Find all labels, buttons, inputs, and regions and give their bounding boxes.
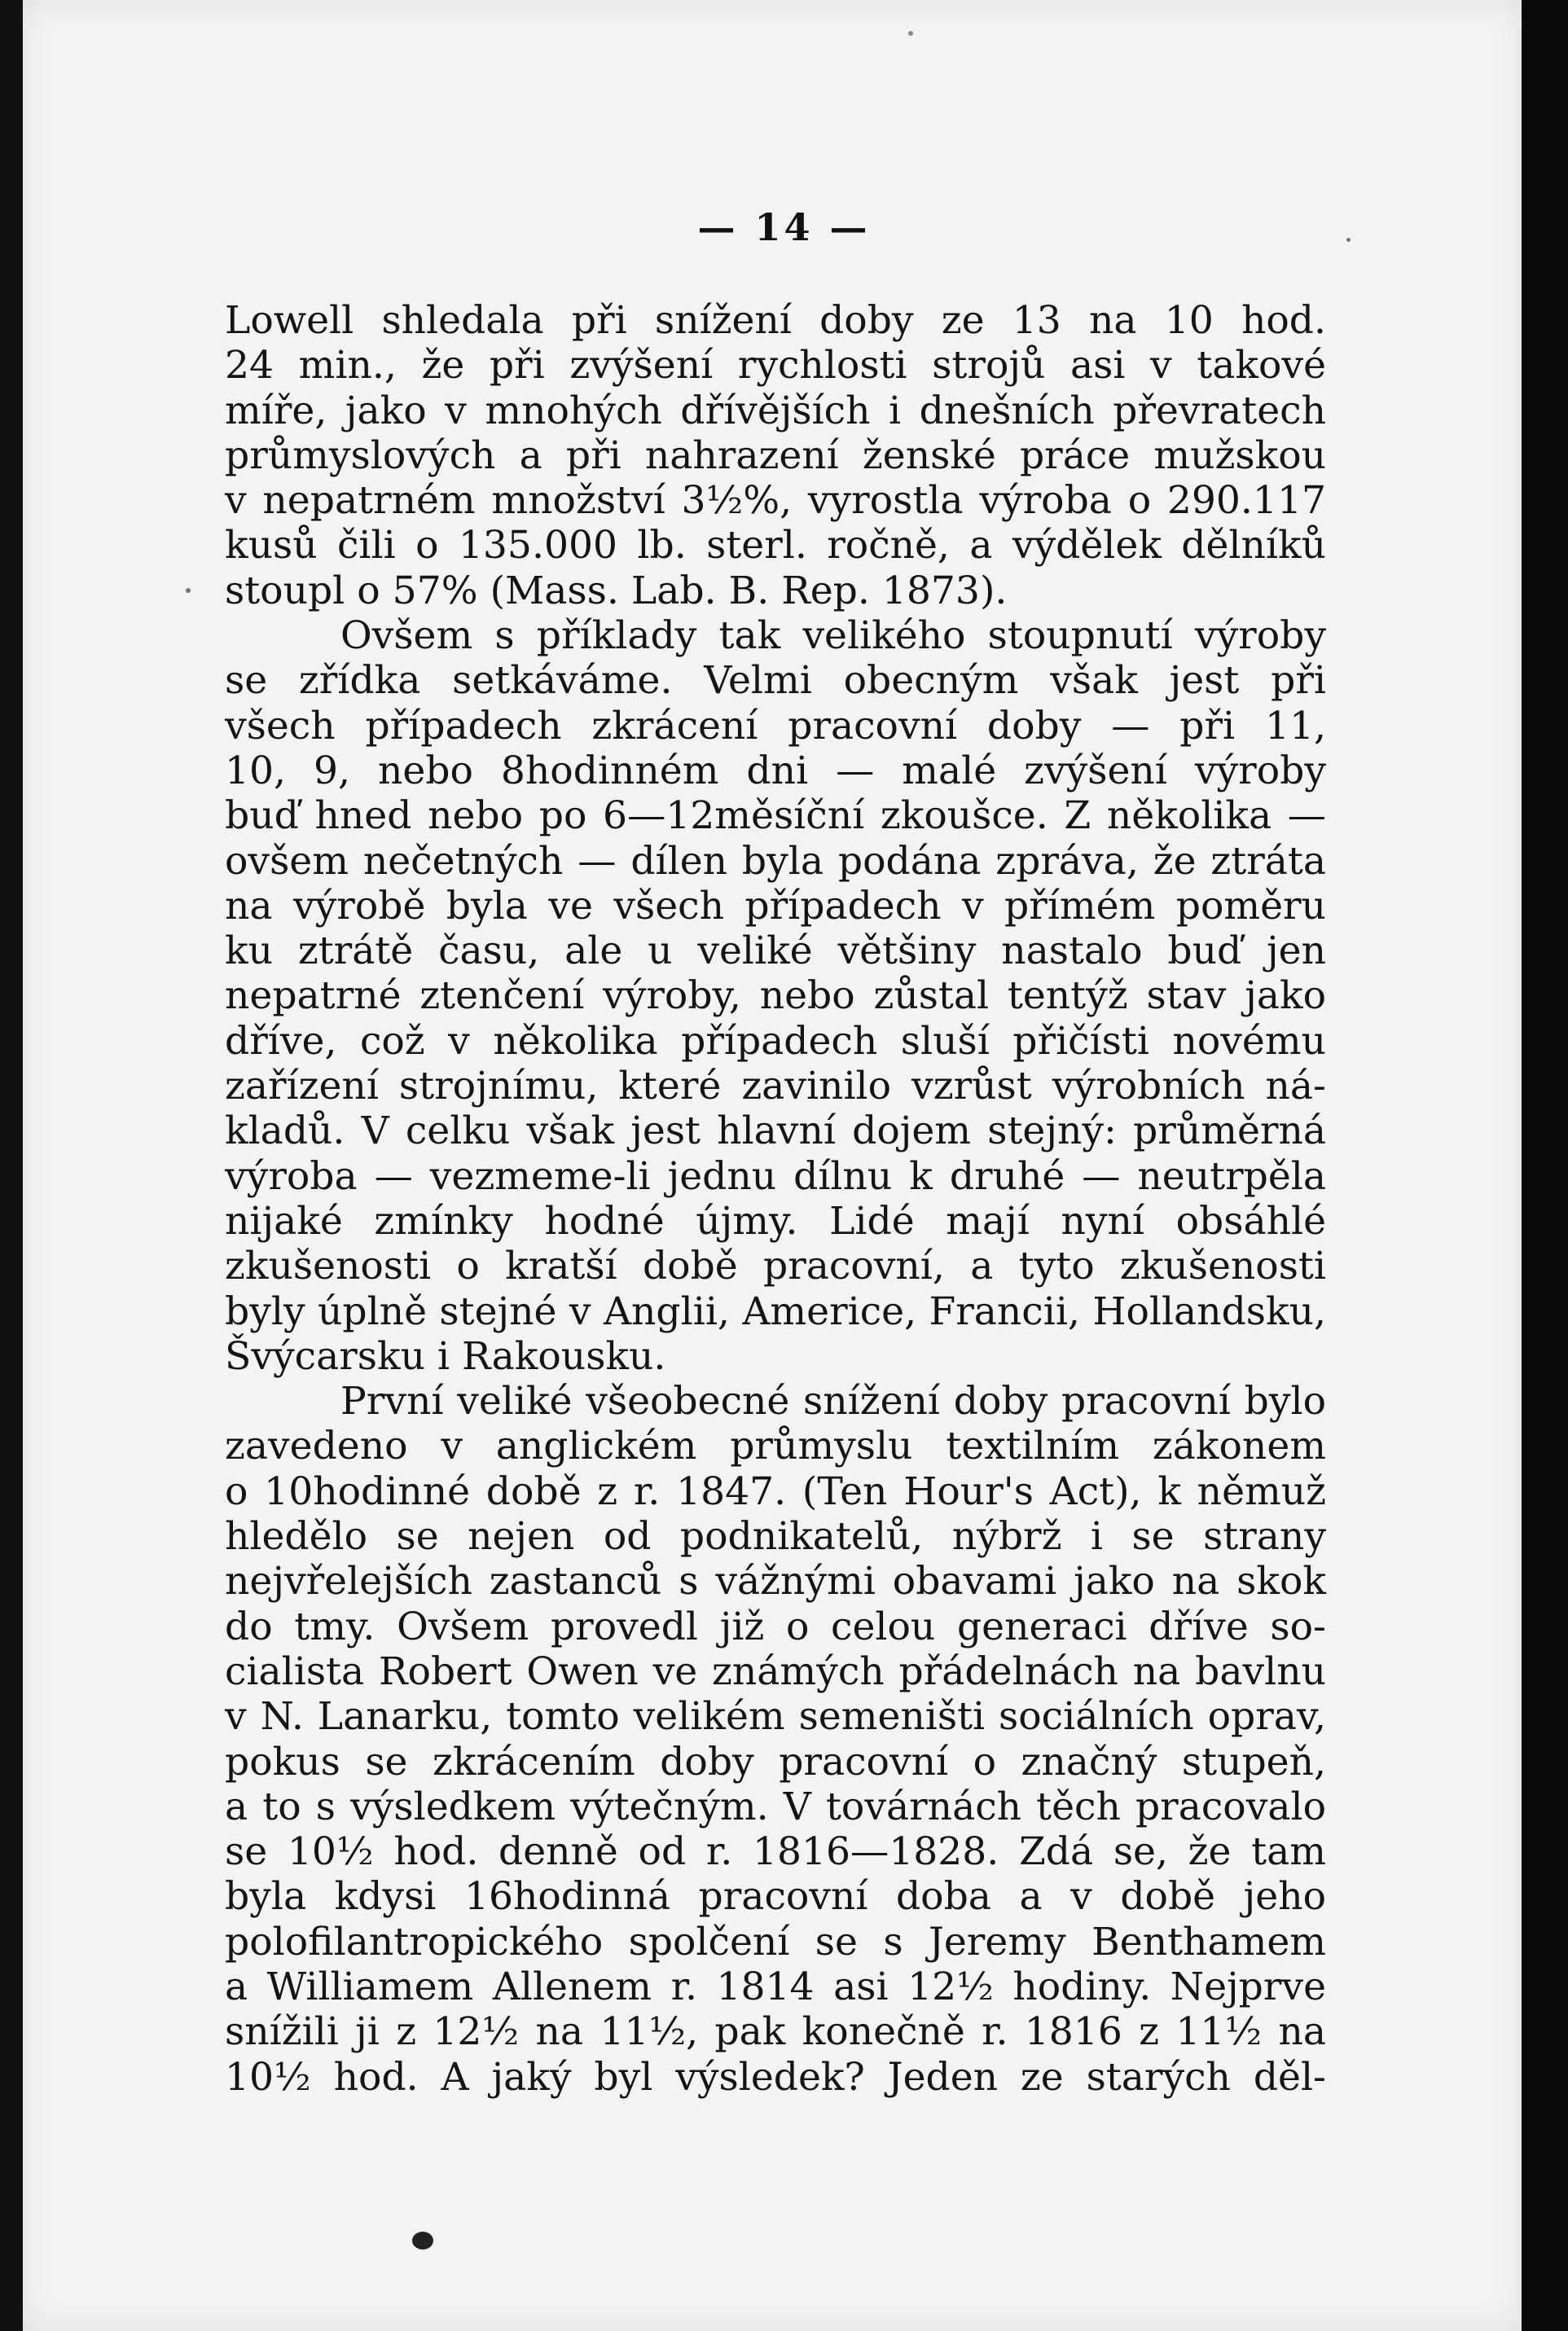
ink-speck: [1346, 238, 1351, 242]
text-line: pokus se zkrácením doby pracovní o značný stupeň,: [225, 1739, 1326, 1784]
text-line: ku ztrátě času, ale u veliké většiny nastalo buď jen: [225, 928, 1326, 974]
text-line: Švýcarsku i Rakousku.: [225, 1333, 666, 1379]
text-line: dříve, což v několika případech sluší přičísti novému: [225, 1018, 1326, 1064]
text-line: byla kdysi 16hodinná pracovní doba a v době jeho: [225, 1874, 1326, 1920]
text-line: průmyslových a při nahrazení ženské práce mužskou: [225, 432, 1326, 478]
text-line: hledělo se nejen od podnikatelů, nýbrž i se strany: [225, 1514, 1326, 1560]
text-line: se 10½ hod. denně od r. 1816—1828. Zdá se, že tam: [225, 1829, 1326, 1875]
text-line: a to s výsledkem výtečným. V továrnách těch pracovalo: [225, 1784, 1326, 1829]
text-line: v nepatrném množství 3½%, vyrostla výroba o 290.117: [225, 478, 1326, 524]
scan-right-border: [1522, 0, 1568, 2331]
ink-speck: [412, 2232, 433, 2250]
text-line: 10, 9, nebo 8hodinném dni — malé zvýšení výroby: [225, 748, 1326, 793]
text-line: buď hned nebo po 6—12měsíční zkoušce. Z několika —: [225, 793, 1326, 839]
text-line: kusů čili o 135.000 lb. sterl. ročně, a výdělek dělníků: [225, 523, 1326, 568]
text-line: o 10hodinné době z r. 1847. (Ten Hour's Act), k němuž: [225, 1468, 1326, 1514]
text-line: zkušenosti o kratší době pracovní, a tyto zkušenosti: [225, 1244, 1326, 1289]
ink-speck: [908, 31, 913, 36]
text-line: do tmy. Ovšem provedl již o celou generaci dříve so-: [225, 1604, 1326, 1649]
text-line: cialista Robert Owen ve známých přádelnách na bavlnu: [225, 1648, 1326, 1694]
text-line: 24 min., že při zvýšení rychlosti strojů asi v takové: [225, 343, 1326, 388]
text-line: na výrobě byla ve všech případech v přímém poměru: [225, 883, 1326, 928]
text-line: snížili ji z 12½ na 11½, pak konečně r. 1816 z 11½ na: [225, 2009, 1326, 2055]
text-line: Lowell shledala při snížení doby ze 13 na 10 hod.: [225, 298, 1326, 343]
body-text: [225, 298, 1326, 2100]
text-line: se zřídka setkáváme. Velmi obecným však jest při: [225, 658, 1326, 704]
ink-speck: [186, 588, 191, 593]
text-line: zařízení strojnímu, které zavinilo vzrůst výrobních ná-: [225, 1064, 1326, 1109]
paragraph-start-line: Ovšem s příklady tak velikého stoupnutí výroby: [340, 613, 1326, 659]
scan-left-border: [0, 0, 23, 2331]
text-line: a Williamem Allenem r. 1814 asi 12½ hodiny. Nejprve: [225, 1964, 1326, 2009]
text-line: polofilantropického spolčení se s Jeremy Benthamem: [225, 1919, 1326, 1964]
text-line: ovšem nečetných — dílen byla podána zpráva, že ztráta: [225, 838, 1326, 884]
text-line: byly úplně stejné v Anglii, Americe, Francii, Hollandsku,: [225, 1288, 1326, 1334]
text-line: 10½ hod. A jaký byl výsledek? Jeden ze starých děl-: [225, 2054, 1326, 2100]
text-line: zavedeno v anglickém průmyslu textilním zákonem: [225, 1424, 1326, 1469]
text-line: kladů. V celku však jest hlavní dojem stejný: průměrná: [225, 1108, 1326, 1154]
page-number: — 14 —: [697, 205, 871, 249]
text-line: v N. Lanarku, tomto velikém semeništi sociálních oprav,: [225, 1694, 1326, 1740]
text-line: výroba — vezmeme-li jednu dílnu k druhé — neutrpěla: [225, 1153, 1326, 1199]
text-line: nijaké zmínky hodné újmy. Lidé mají nyní obsáhlé: [225, 1198, 1326, 1244]
text-line: nejvřelejších zastanců s vážnými obavami jako na skok: [225, 1559, 1326, 1604]
text-line: míře, jako v mnohých dřívějších i dnešních převratech: [225, 388, 1326, 433]
text-line: všech případech zkrácení pracovní doby — při 11,: [225, 703, 1326, 748]
text-line: nepatrné ztenčení výroby, nebo zůstal tentýž stav jako: [225, 973, 1326, 1019]
text-line: stoupl o 57% (Mass. Lab. B. Rep. 1873).: [225, 568, 1008, 613]
paragraph-start-line: První veliké všeobecné snížení doby pracovní bylo: [340, 1379, 1326, 1424]
